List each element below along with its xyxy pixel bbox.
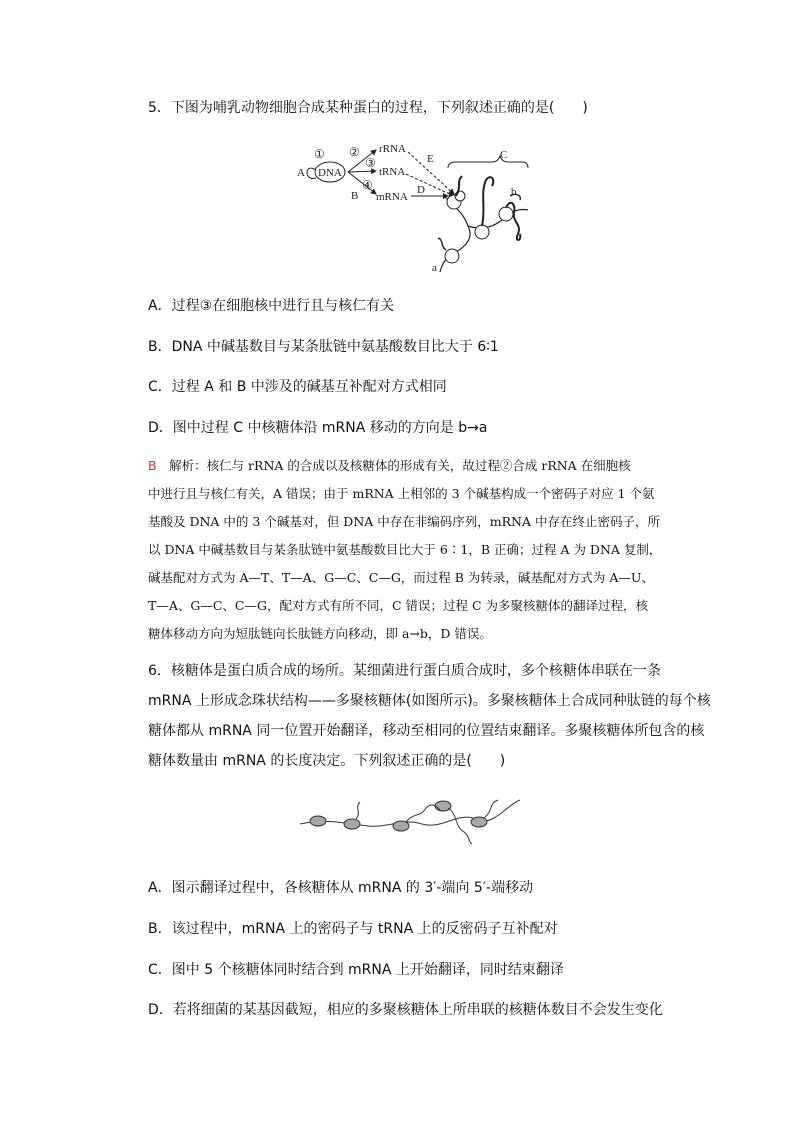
protein-synthesis-diagram <box>296 138 536 278</box>
label-dna: DNA <box>318 167 342 179</box>
q5-explanation <box>148 452 678 648</box>
q6-option-a: A．图示翻译过程中，各核糖体从 mRNA 的 3′-端向 5′-端移动 <box>148 880 534 896</box>
q5-option-b: B．DNA 中碱基数目与某条肽链中氨基酸数目比大于 6∶1 <box>148 339 499 355</box>
label-a: a <box>432 262 437 274</box>
q5-option-c: C．过程 A 和 B 中涉及的碱基互补配对方式相同 <box>148 379 447 395</box>
q6-stem-line-2: mRNA 上形成念珠状结构——多聚核糖体(如图所示)。多聚核糖体上合成同种肽链的每个核 <box>148 693 711 709</box>
explanation-line-3: 基酸及 DNA 中的 3 个碱基对，但 DNA 中存在非编码序列，mRNA 中存在终止密码子，所 <box>148 514 660 529</box>
label-circ1: ① <box>314 147 325 161</box>
label-D: D <box>417 184 425 196</box>
q6-option-d: D．若将细菌的某基因截短，相应的多聚核糖体上所串联的核糖体数目不会发生变化 <box>148 1002 663 1018</box>
q5-option-a: A．过程③在细胞核中进行且与核仁有关 <box>148 298 395 314</box>
explanation-line-1: B 解析：核仁与 rRNA 的合成以及核糖体的形成有关，故过程②合成 rRNA 在细胞核 <box>148 458 631 473</box>
q6-stem-line-3: 糖体都从 mRNA 同一位置开始翻译，移动至相同的位置结束翻译。多聚核糖体所包含的核 <box>148 723 705 739</box>
q6-option-b: B．该过程中，mRNA 上的密码子与 tRNA 上的反密码子互补配对 <box>148 921 558 937</box>
q6-option-c: C．图中 5 个核糖体同时结合到 mRNA 上开始翻译，同时结束翻译 <box>148 962 564 978</box>
label-B: B <box>351 190 359 202</box>
label-C: C <box>500 149 508 161</box>
q5-option-d: D．图中过程 C 中核糖体沿 mRNA 移动的方向是 b→a <box>148 420 488 436</box>
label-circ2: ② <box>349 145 360 159</box>
q6-stem <box>148 656 711 776</box>
explanation-line-5: 碱基配对方式为 A—T、T—A、G—C、C—G，而过程 B 为转录，碱基配对方式为 A—U、 <box>148 570 654 585</box>
explanation-line-7: 糖体移动方向为短肽链向长肽链方向移动，即 a→b，D 错误。 <box>148 626 492 641</box>
label-circ3: ③ <box>365 156 376 170</box>
explanation-line-4: 以 DNA 中碱基数目与某条肽链中氨基酸数目比大于 6∶1，B 正确；过程 A 为 DNA 复制， <box>148 542 662 557</box>
label-trna: tRNA <box>379 166 406 178</box>
q6-stem-line-1: 6．核糖体是蛋白质合成的场所。某细菌进行蛋白质合成时，多个核糖体串联在一条 <box>148 663 661 679</box>
q5-answer: B <box>148 458 157 473</box>
explanation-line-6: T—A、G—C、C—G，配对方式有所不同，C 错误；过程 C 为多聚核糖体的翻译过程，核 <box>148 598 649 613</box>
explanation-line-2: 中进行且与核仁有关，A 错误；由于 mRNA 上相邻的 3 个碱基构成一个密码子对应 1 个氨 <box>148 486 655 501</box>
label-E: E <box>427 153 434 165</box>
q5-stem: 5．下图为哺乳动物细胞合成某种蛋白的过程，下列叙述正确的是( ) <box>148 100 588 116</box>
label-b: b <box>511 186 517 198</box>
polyribosome-diagram <box>298 796 524 846</box>
label-circ4: ④ <box>362 178 373 192</box>
q6-stem-line-4: 糖体数量由 mRNA 的长度决定。下列叙述正确的是( ) <box>148 753 506 769</box>
label-A: A <box>297 167 305 179</box>
label-rrna: rRNA <box>379 143 406 155</box>
label-mrna: mRNA <box>376 191 408 203</box>
